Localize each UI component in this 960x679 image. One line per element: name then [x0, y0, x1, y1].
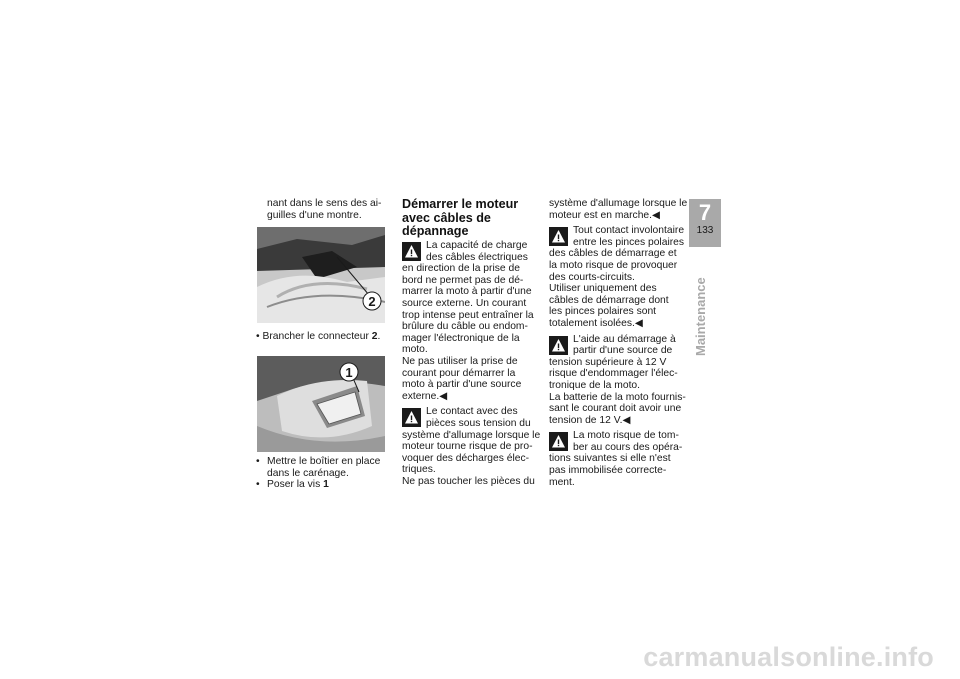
- warning-block: L'aide au démarrage à partir d'une source de tension supérieure à 12 V risque d'endommager l'élec- tronique de la moto.: [549, 333, 678, 391]
- bullet-line: dans le carénage.: [267, 467, 349, 479]
- paragraph: Utiliser uniquement des câbles de démarrage dont les pinces polaires sont totalement isolées.◀: [549, 283, 669, 329]
- paragraph: système d'allumage lorsque le moteur est en marche.◀: [549, 198, 688, 221]
- photo-connector-illustration: [257, 227, 385, 323]
- paragraph: La batterie de la moto fournis- sant le courant doit avoir une tension de 12 V.◀: [549, 391, 686, 426]
- bullet-dot: •: [256, 479, 260, 491]
- bullet-housing: [256, 456, 380, 479]
- bullet-screw: [256, 479, 380, 491]
- bullet-list: [256, 456, 380, 491]
- chapter-tab: [689, 199, 721, 247]
- section-title-vertical: Maintenance: [693, 277, 708, 356]
- ref-number: 2: [371, 331, 378, 342]
- intro-line: guilles d'une montre.: [267, 209, 362, 221]
- bullet-dot: •: [256, 331, 263, 342]
- intro-line: nant dans le sens des ai-: [267, 198, 382, 209]
- paragraph: Ne pas utiliser la prise de courant pour démarrer la moto à partir d'une source externe.◀: [402, 355, 522, 402]
- column-2-body: [402, 240, 542, 487]
- warning-block: La capacité de charge des câbles électriques en direction de la prise de bord ne permet pas de dé- marrer la moto à partir d'une source externe. Un courant trop intense peut entraîner la brûlure du câble ou endom- mager l'électronique de la moto.: [402, 240, 534, 356]
- photo-connector: [257, 227, 385, 323]
- chapter-number: 7: [698, 200, 712, 225]
- warning-block: Tout contact involontaire entre les pinces polaires des câbles de démarrage et la moto risque de provoquer des courts-circuits.: [549, 225, 685, 283]
- warning-icon: [549, 227, 568, 246]
- bullet-text: Brancher le connecteur: [262, 331, 372, 342]
- ref-number: 1: [323, 479, 329, 491]
- warning-icon: [402, 408, 421, 427]
- heading-line: dépannage: [402, 224, 469, 238]
- bullet-text: Poser la vis: [267, 479, 324, 491]
- warning-icon: [549, 336, 568, 355]
- photo-housing-illustration: [257, 356, 385, 452]
- heading-line: Démarrer le moteur: [402, 197, 519, 211]
- paragraph: Ne pas toucher les pièces du: [402, 475, 535, 487]
- warning-icon: [549, 432, 568, 451]
- callout-2: 2: [368, 294, 376, 309]
- page-number: 133: [696, 225, 714, 236]
- callout-1: 1: [345, 365, 353, 380]
- bullet-dot: •: [256, 456, 260, 467]
- warning-block: La moto risque de tom- ber au cours des opéra- tions suivantes si elle n'est pas immobilisée correcte- ment.: [549, 430, 683, 488]
- warning-icon: [402, 242, 421, 261]
- watermark: carmanualsonline.info: [643, 642, 934, 672]
- heading-line: avec câbles de: [402, 210, 491, 225]
- bullet-line: Mettre le boîtier en place: [267, 456, 381, 467]
- photo-housing: [257, 356, 385, 452]
- intro-text: [256, 198, 381, 221]
- section-heading: [402, 198, 518, 239]
- bullet-punct: .: [377, 331, 381, 342]
- bullet-connect: [256, 331, 380, 343]
- warning-block: Le contact avec des pièces sous tension du système d'allumage lorsque le moteur tourne risque de pro- voquer des décharges élec- triques.: [402, 406, 541, 476]
- column-3-body: [549, 198, 689, 488]
